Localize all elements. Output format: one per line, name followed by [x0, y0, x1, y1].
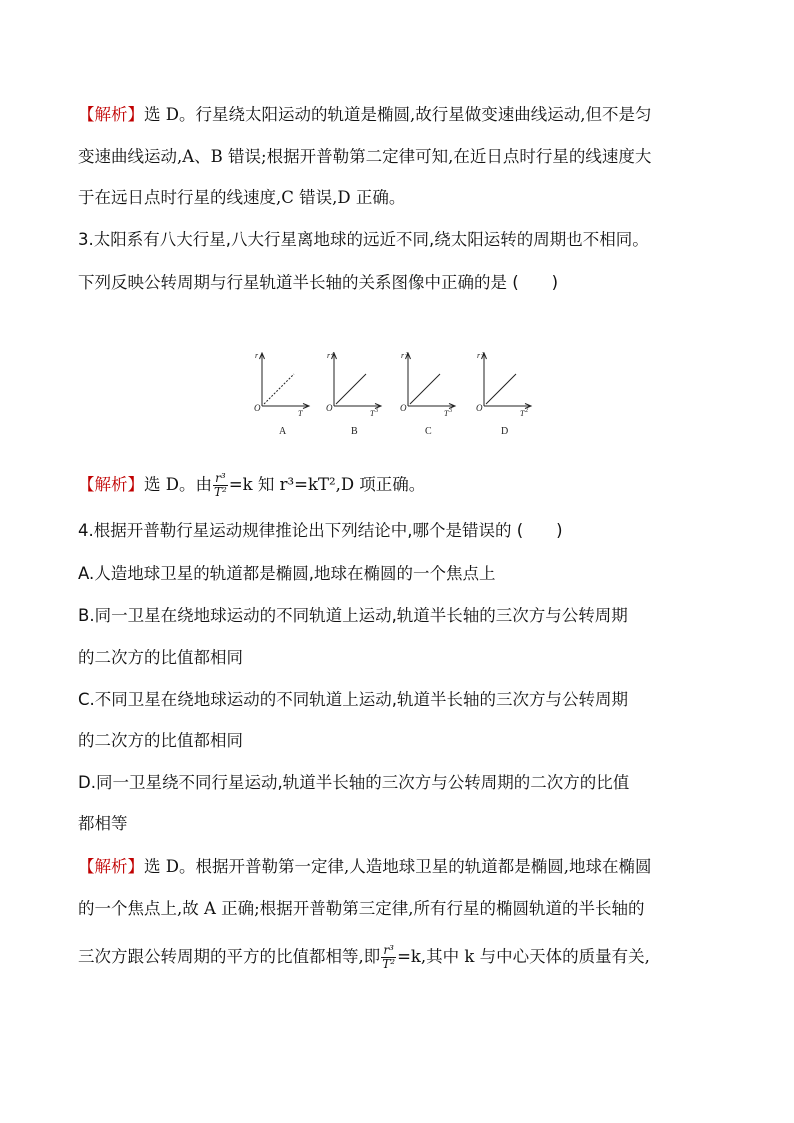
fraction: $\frac{\text{r³}}{\text{T²}}$	[382, 943, 396, 971]
graph-x-label: T	[298, 409, 303, 418]
fraction: $\frac{\text{r³}}{\text{T²}}$	[213, 471, 227, 499]
graph-data-line	[336, 374, 366, 404]
graph-origin-label: O	[476, 403, 483, 413]
option-b-line-1: B.同一卫星在绕地球运动的不同轨道上运动,轨道半长轴的三次方与公转周期	[78, 606, 628, 625]
graph-options	[250, 352, 550, 440]
analysis-3-line-3: 三次方跟公转周期的平方的比值都相等,即 $\frac{\text{r³}}{\text{T²}}$ =k,其中 k 与中心天体的质量有关,	[78, 943, 650, 971]
analysis-tag: 【解析】	[78, 857, 144, 876]
graph-y-label: r	[327, 352, 331, 360]
option-a: A.人造地球卫星的轨道都是椭圆,地球在椭圆的一个焦点上	[78, 564, 496, 583]
graph-option-label: B	[351, 426, 358, 437]
analysis-1-line-3: 于在远日点时行星的线速度,C 错误,D 正确。	[78, 188, 406, 207]
graph-x-superscript: 3	[449, 408, 452, 414]
analysis-3-line-2: 的一个焦点上,故 A 正确;根据开普勒第三定律,所有行星的椭圆轨道的半长轴的	[78, 899, 645, 918]
graph-y-label: r	[477, 352, 481, 360]
graph-y-superscript: 3	[405, 352, 408, 357]
graph-y-superscript: 2	[331, 352, 334, 357]
analysis-1-line-2: 变速曲线运动,A、B 错误;根据开普勒第二定律可知,在近日点时行星的线速度大	[78, 147, 652, 166]
option-c-line-1: C.不同卫星在绕地球运动的不同轨道上运动,轨道半长轴的三次方与公转周期	[78, 690, 629, 709]
option-b-line-2: 的二次方的比值都相同	[78, 648, 243, 667]
question-3-line-1: 3.太阳系有八大行星,八大行星离地球的远近不同,绕太阳运转的周期也不相同。	[78, 230, 649, 249]
analysis-tag: 【解析】	[78, 475, 144, 494]
graph-x-label: T	[444, 409, 449, 418]
option-d-line-2: 都相等	[78, 814, 128, 833]
graph-data-line	[486, 374, 516, 404]
graph-origin-label: O	[326, 403, 333, 413]
analysis-3-line-1: 【解析】选 D。根据开普勒第一定律,人造地球卫星的轨道都是椭圆,地球在椭圆	[78, 857, 652, 876]
graph-x-superscript: 3	[375, 408, 378, 414]
graph-origin-label: O	[254, 403, 261, 413]
graph-data-line	[410, 374, 440, 404]
question-4-stem: 4.根据开普勒行星运动规律推论出下列结论中,哪个是错误的 ( )	[78, 521, 563, 540]
graph-data-line	[264, 374, 294, 404]
graph-origin-label: O	[400, 403, 407, 413]
graph-x-label: T	[520, 409, 525, 418]
analysis-2-line: 【解析】选 D。由 $\frac{\text{r³}}{\text{T²}}$ =k 知 r³=kT²,D 项正确。	[78, 471, 426, 499]
graph-y-superscript: 3	[481, 352, 484, 357]
graph-option-label: D	[501, 426, 509, 437]
graph-option-label: C	[425, 426, 432, 437]
graph-y-label: r	[401, 352, 405, 360]
graph-y-label: r	[255, 352, 259, 360]
option-c-line-2: 的二次方的比值都相同	[78, 731, 243, 750]
graph-option-label: A	[279, 426, 287, 437]
analysis-1-line-1: 【解析】选 D。行星绕太阳运动的轨道是椭圆,故行星做变速曲线运动,但不是匀	[78, 105, 652, 124]
graph-figure	[250, 352, 550, 440]
graph-x-superscript: 2	[525, 408, 528, 414]
analysis-tag: 【解析】	[78, 105, 144, 124]
graph-x-label: T	[370, 409, 375, 418]
option-d-line-1: D.同一卫星绕不同行星运动,轨道半长轴的三次方与公转周期的二次方的比值	[78, 773, 630, 792]
question-3-line-2: 下列反映公转周期与行星轨道半长轴的关系图像中正确的是 ( )	[78, 273, 559, 292]
